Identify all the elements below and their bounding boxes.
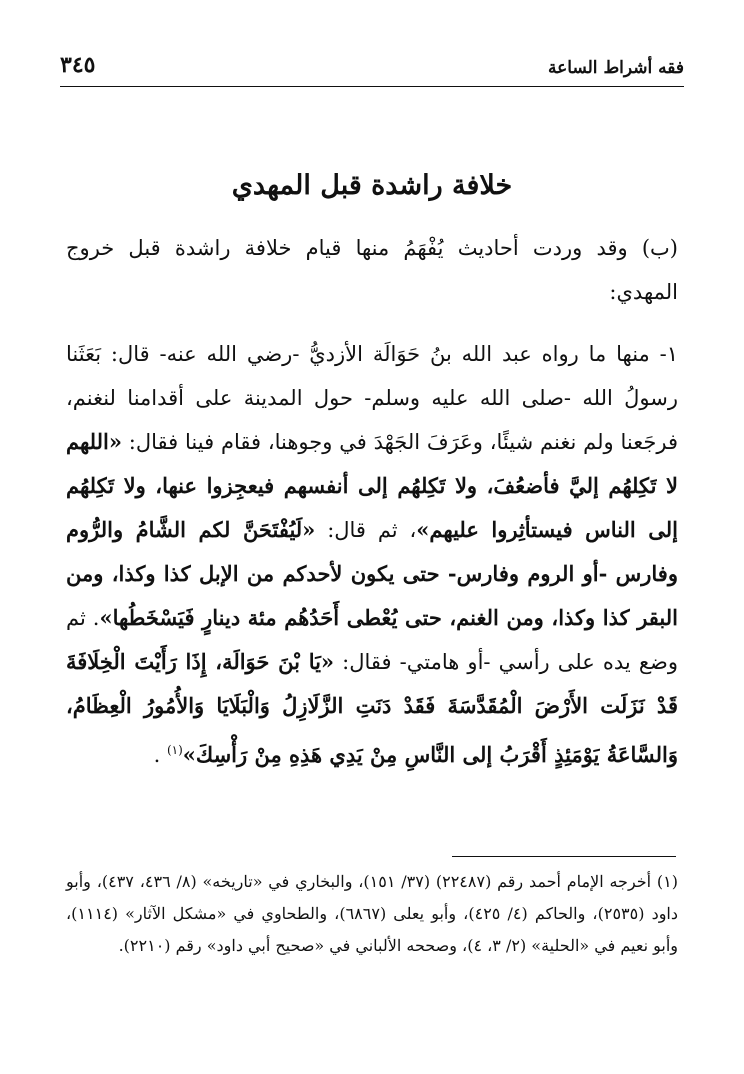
hadith-opening: ١- منها ما رواه عبد الله بنُ حَوَالَة الأزديُّ -رضي الله عنه- قال: بَعَثَنا رسولُ الله -صلى الله عليه وسلم- حول المدينة على أقدامنا لنغنم، فرجَعنا ولم نغنم شيئًا، وعَرَفَ الجَهْدَ في وجوهنا، فقام فينا فقال: [66,342,678,454]
section-heading: خلافة راشدة قبل المهدي [231,170,513,201]
footnote: (١) أخرجه الإمام أحمد رقم (٢٢٤٨٧) (٣٧/ ١٥١)، والبخاري في «تاريخه» (٨/ ٤٣٦، ٤٣٧)، وأبو داود (٢٥٣٥)، والحاكم (٤/ ٤٢٥)، وأبو يعلى (٦٨٦٧)، والطحاوي في «مشكل الآثار» (١١١٤)، وأبو نعيم في «الحلية» (٢/ ٣، ٤)، وصححه الألباني في «صحيح أبي داود» رقم (٢٢١٠). [66,872,679,955]
intro-paragraph: (ب) وقد وردت أحاديث يُفْهَمُ منها قيام خلافة راشدة قبل خروج المهدي: [66,236,678,304]
quote-one: «اللهم لا تَكِلهُم إليَّ فأضعُفَ، ولا تَكِلهُم إلى أنفسهم فيعجِزوا عنها، ولا تَكِلهُم إلى الناس فيستأثِروا عليهم» [66,429,678,542]
closing-period: . [153,743,161,767]
footnote-marker: (١) [166,743,183,757]
footnote-rule [452,856,676,857]
hadith-paragraph [66,332,678,777]
quote-three: «يَا بْنَ حَوَالَة، إِذَا رَأَيْتَ الْخِلَافَةَ قَدْ نَزَلَت الأَرْضَ الْمُقَدَّسَةَ فَقَدْ دَنَتِ الزَّلَازِلُ وَالْبَلَايَا وَالأُمُورُ الْعِظَامُ، وَالسَّاعَةُ يَوْمَئِذٍ أَقْرَبُ إلى النَّاسِ مِنْ يَدِي هَذِهِ مِنْ رَأْسِكَ» [66,649,678,767]
then-said: ، ثم قال: [327,518,417,542]
hand-on-head: . ثم وضع يده على رأسي -أو هامتي- فقال: [66,606,678,674]
running-title: فقه أشراط الساعة [548,58,684,78]
body-text [66,226,678,777]
running-header [60,48,684,82]
page-number: ٣٤٥ [60,52,96,78]
quote-two: «لَيُفْتَحَنَّ لكم الشَّامُ والرُّوم وفارس -أو الروم وفارس- حتى يكون لأحدكم من الإبل كذا وكذا، ومن البقر كذا وكذا، ومن الغنم، حتى يُعْطى أَحَدُهُم مئة دينارٍ فَيَسْخَطُها» [66,517,679,630]
header-rule [60,86,684,87]
